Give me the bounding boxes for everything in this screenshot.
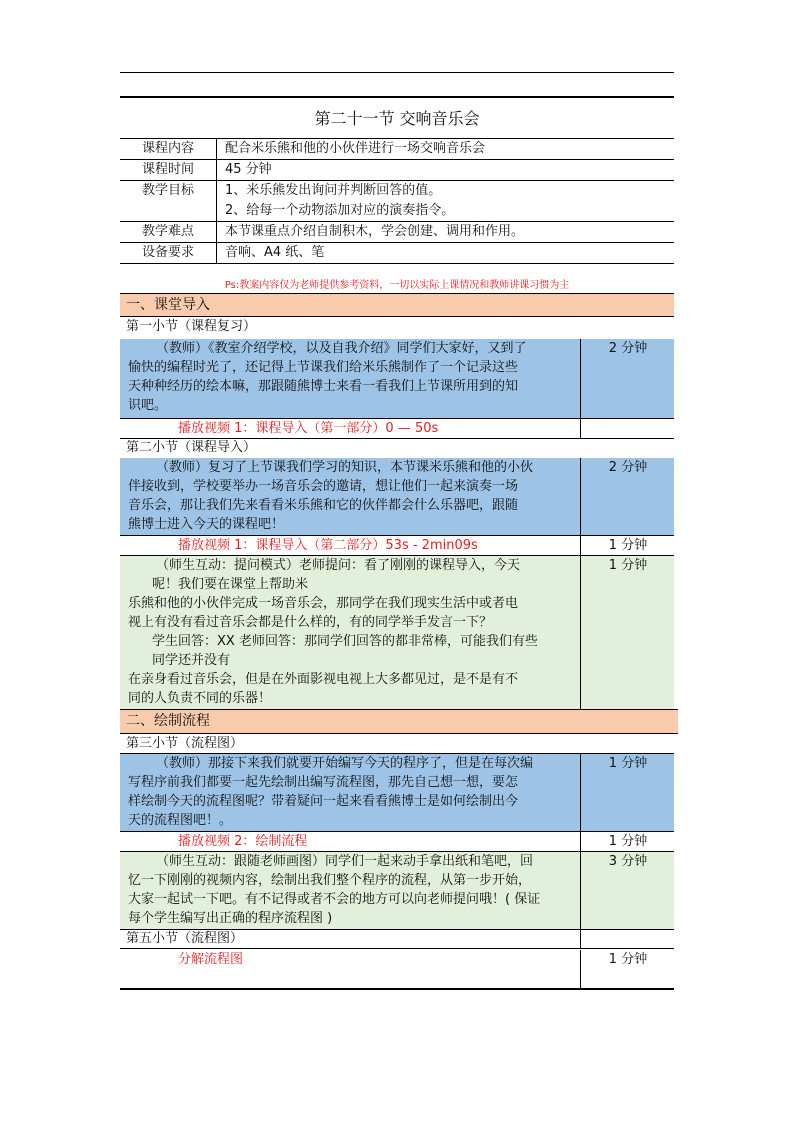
text-line: 学生回答：XX 老师回答：那同学们回答的都非常棒，可能我们有些 <box>152 634 538 649</box>
teacher-block <box>120 754 674 832</box>
text-line: 识吧。 <box>128 398 168 413</box>
table-top-rule <box>120 96 674 98</box>
text-line: 在亲身看过音乐会，但是在外面影视电视上大多都见过，是不是有不 <box>128 672 519 687</box>
text-line: （教师）《教室介绍学校，以及自我介绍》同学们大家好，又到了 <box>156 341 527 356</box>
text-line: 伴接收到，学校要举办一场音乐会的邀请，想让他们一起来演奏一场 <box>128 479 519 494</box>
text-line: 天种种经历的绘本嘛，那跟随熊博士来看一看我们上节课所用到的知 <box>128 379 519 394</box>
text-line: 愉快的编程时光了，还记得上节课我们给米乐熊制作了一个记录这些 <box>128 360 519 375</box>
time-cell: 1 分钟 <box>580 832 675 851</box>
info-value: 配合米乐熊和他的小伙伴进行一场交响音乐会 <box>217 139 675 160</box>
info-key: 设备要求 <box>120 243 217 264</box>
time-cell: 3 分钟 <box>580 852 675 929</box>
block-text <box>128 556 578 708</box>
block-text <box>128 852 578 928</box>
text-line: 熊博士进入今天的课程吧！ <box>128 517 285 532</box>
time-cell: 1 分钟 <box>580 754 675 831</box>
subsection-title: 第一小节（课程复习） <box>126 319 257 334</box>
teacher-block <box>120 339 674 419</box>
block-text <box>128 458 578 534</box>
video-label: 播放视频 1：课程导入（第一部分）0 — 50s <box>178 421 439 436</box>
text-line: 大家一起试一下吧。有不记得或者不会的地方可以向老师提问哦！( 保证 <box>128 892 541 907</box>
time-cell: 1 分钟 <box>580 950 675 988</box>
text-line: 忆一下刚刚的视频内容，绘制出我们整个程序的流程，从第一步开始， <box>128 873 532 888</box>
text-line: 写程序前我们都要一起先绘制出编写流程图，那先自己想一想，要怎 <box>128 775 519 790</box>
time-cell: 2 分钟 <box>580 458 675 535</box>
teacher-block <box>120 458 674 536</box>
page-title: 第二十一节 交响音乐会 <box>314 109 480 128</box>
subsection-label: 第五小节（流程图） <box>126 931 244 946</box>
time-cell: 1 分钟 <box>580 556 675 709</box>
video-label: 播放视频 1：课程导入（第二部分）53s - 2min09s <box>178 538 478 553</box>
text-line: 样绘制今天的流程图呢？带着疑问一起来看看熊博士是如何绘制出今 <box>128 794 519 809</box>
subsection-title: 第二小节（课程导入） <box>126 440 257 455</box>
text-line: 音乐会，那让我们先来看看米乐熊和它的伙伴都会什么乐器吧，跟随 <box>128 498 519 513</box>
info-row-equipment <box>120 243 674 264</box>
top-rule <box>120 72 674 73</box>
text-line: 每个学生编写出正确的程序流程图 ) <box>128 911 333 926</box>
text-line: 视上有没有看过音乐会都是什么样的，有的同学举手发言一下？ <box>128 615 493 630</box>
table-bottom-rule <box>120 988 674 990</box>
time-cell: 1 分钟 <box>580 536 675 555</box>
block-text <box>128 754 578 830</box>
info-row-content <box>120 139 674 160</box>
info-key: 课程内容 <box>120 139 217 160</box>
info-value: 音响、A4 纸、笔 <box>217 243 675 264</box>
info-key: 教学目标 <box>120 181 217 222</box>
video-row <box>120 536 674 556</box>
info-key: 教学难点 <box>120 222 217 243</box>
video-row <box>120 419 674 439</box>
section-heading: 二、绘制流程 <box>120 709 678 734</box>
subsection-title: 第三小节（流程图） <box>120 735 674 754</box>
subsection-title <box>120 930 674 949</box>
goal-line-2: 2、给每一个动物添加对应的演奏指令。 <box>225 203 455 218</box>
info-key: 课程时间 <box>120 160 217 181</box>
section-heading: 一、课堂导入 <box>120 293 674 317</box>
time-cell <box>580 930 675 949</box>
time-cell: 2 分钟 <box>580 339 675 418</box>
text-line: （教师）复习了上节课我们学习的知识，本节课米乐熊和他的小伙 <box>156 460 534 475</box>
info-row-difficulty <box>120 222 674 243</box>
info-value: 45 分钟 <box>217 160 675 181</box>
block-text <box>128 339 578 415</box>
info-value: 本节课重点介绍自制积木，学会创建、调用和作用。 <box>217 222 675 243</box>
text-line: 同学还并没有 <box>152 653 231 668</box>
video-label: 分解流程图 <box>178 952 244 967</box>
text-line: 天的流程图吧！。 <box>128 813 233 828</box>
text-line: （师生互动：跟随老师画图）同学们一起来动手拿出纸和笔吧，回 <box>156 854 534 869</box>
info-value <box>217 181 675 222</box>
interaction-block <box>120 852 674 930</box>
ps-note: Ps:教案内容仅为老师提供参考资料，一切以实际上课情况和教师讲课习惯为主 <box>224 280 570 291</box>
time-cell <box>580 419 675 438</box>
text-line: 呢！我们要在课堂上帮助米 <box>152 577 309 592</box>
video-row <box>120 950 674 988</box>
text-line: 同的人负责不同的乐器！ <box>128 691 272 706</box>
info-row-goal <box>120 181 674 222</box>
video-label: 播放视频 2：绘制流程 <box>178 834 308 849</box>
video-row <box>120 832 674 852</box>
info-row-time <box>120 160 674 181</box>
text-line: （师生互动：提问模式）老师提问：看了刚刚的课程导入，今天 <box>156 558 521 573</box>
goal-line-1: 1、米乐熊发出询问并判断回答的值。 <box>225 183 442 198</box>
text-line: 乐熊和他的小伙伴完成一场音乐会，那同学在我们现实生活中或者电 <box>128 596 519 611</box>
interaction-block <box>120 556 674 709</box>
course-info-table <box>120 138 674 264</box>
text-line: （教师）那接下来我们就要开始编写今天的程序了，但是在每次编 <box>156 756 534 771</box>
